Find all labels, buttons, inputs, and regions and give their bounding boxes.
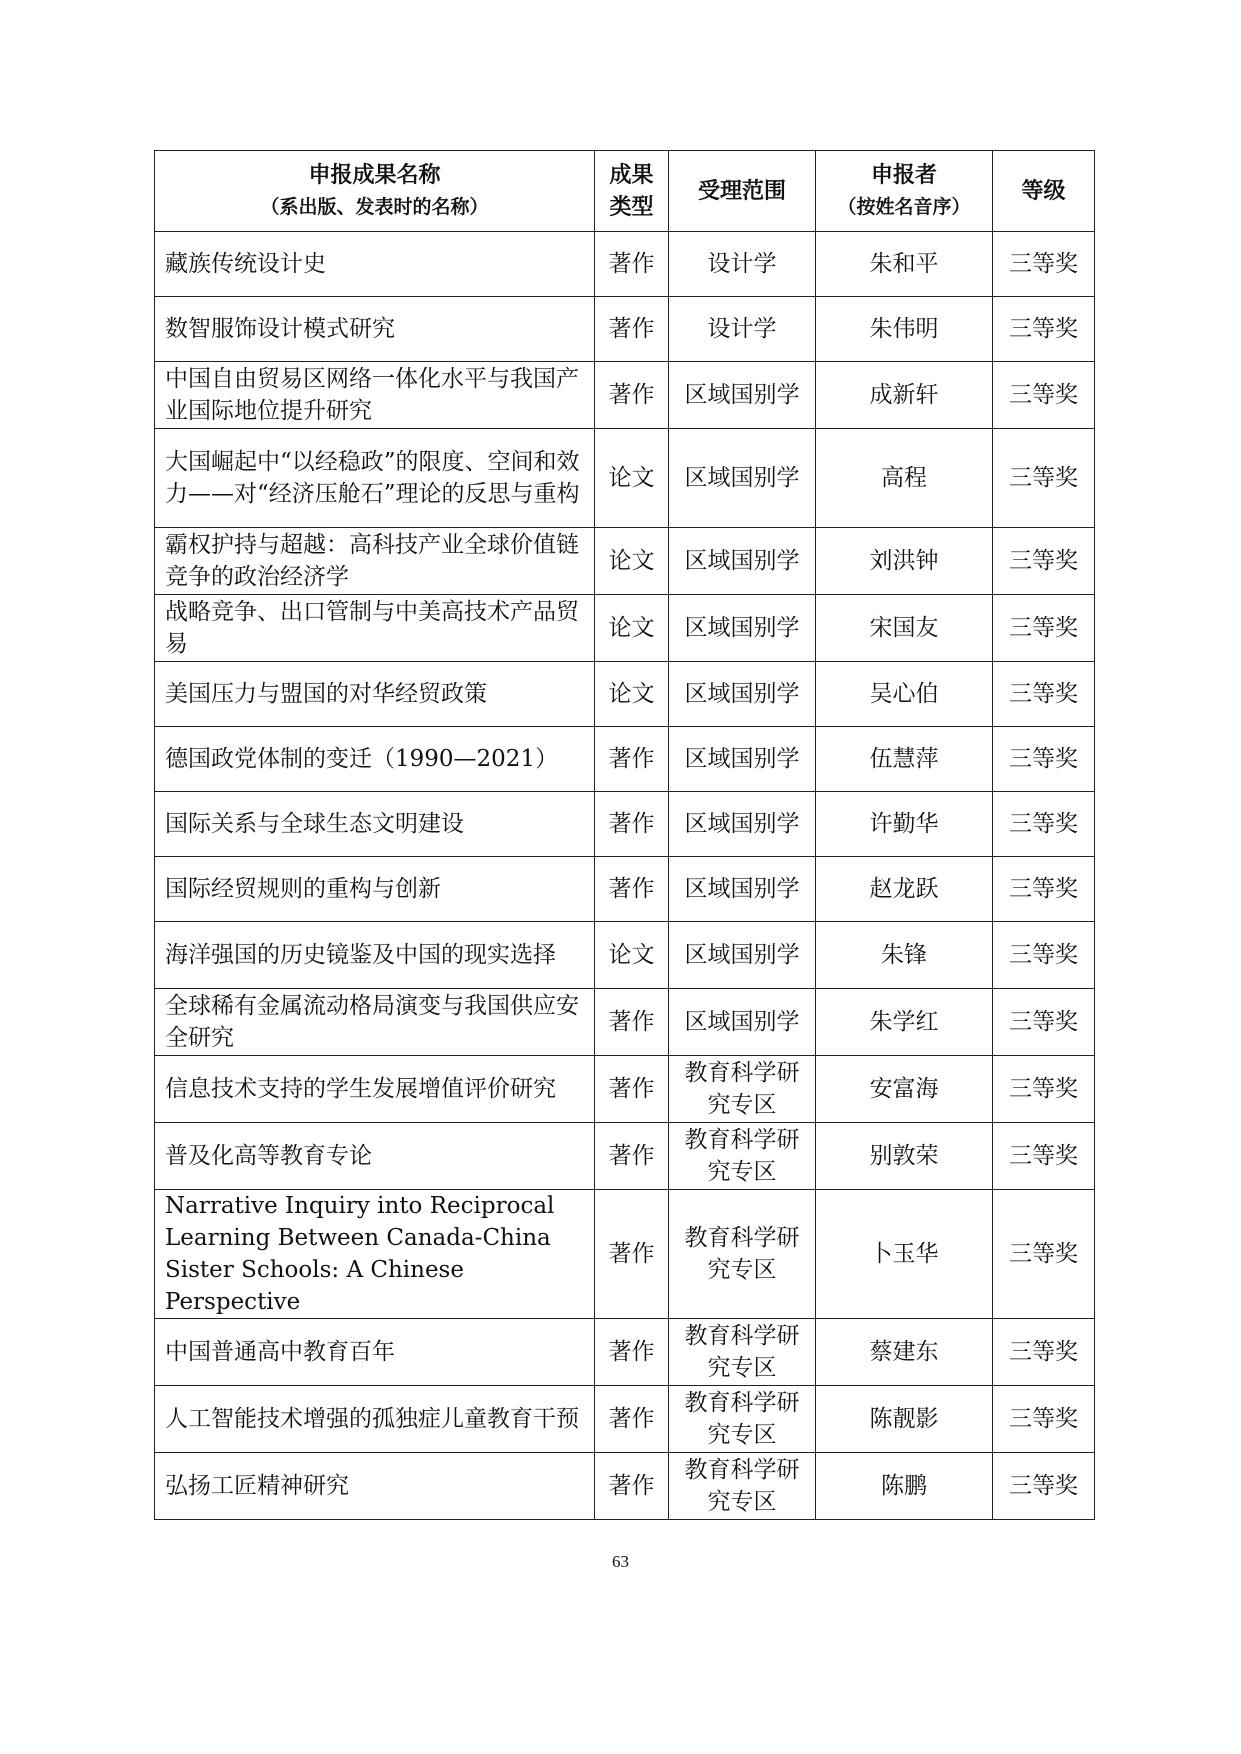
cell-scope: 区域国别学 (669, 362, 816, 429)
table-row (155, 429, 1095, 528)
cell-scope: 教育科学研究专区 (669, 1123, 816, 1190)
cell-scope: 区域国别学 (669, 595, 816, 662)
cell-scope: 教育科学研究专区 (669, 1190, 816, 1319)
table-row (155, 989, 1095, 1056)
cell-scope: 设计学 (669, 297, 816, 362)
cell-scope: 区域国别学 (669, 662, 816, 727)
cell-title: 霸权护持与超越：高科技产业全球价值链竞争的政治经济学 (155, 528, 595, 595)
cell-title: 藏族传统设计史 (155, 232, 595, 297)
cell-scope: 区域国别学 (669, 857, 816, 922)
cell-title: 国际经贸规则的重构与创新 (155, 857, 595, 922)
cell-type: 著作 (595, 1190, 669, 1319)
cell-title: 普及化高等教育专论 (155, 1123, 595, 1190)
table-row (155, 1123, 1095, 1190)
cell-title: 数智服饰设计模式研究 (155, 297, 595, 362)
header-scope: 受理范围 (669, 151, 816, 232)
table-row (155, 1453, 1095, 1520)
cell-applicant: 朱学红 (816, 989, 993, 1056)
cell-applicant: 宋国友 (816, 595, 993, 662)
cell-grade: 三等奖 (993, 1056, 1095, 1123)
cell-title: 全球稀有金属流动格局演变与我国供应安全研究 (155, 989, 595, 1056)
table-row (155, 232, 1095, 297)
header-applicant-sub: （按姓名音序） (837, 196, 971, 218)
page-number: 63 (612, 1552, 629, 1571)
cell-scope: 区域国别学 (669, 429, 816, 528)
cell-applicant: 蔡建东 (816, 1319, 993, 1386)
table-row (155, 362, 1095, 429)
cell-grade: 三等奖 (993, 297, 1095, 362)
cell-applicant: 卜玉华 (816, 1190, 993, 1319)
cell-applicant: 赵龙跃 (816, 857, 993, 922)
cell-grade: 三等奖 (993, 989, 1095, 1056)
cell-type: 著作 (595, 1386, 669, 1453)
cell-grade: 三等奖 (993, 528, 1095, 595)
table-row (155, 1319, 1095, 1386)
cell-scope: 区域国别学 (669, 727, 816, 792)
cell-applicant: 伍慧萍 (816, 727, 993, 792)
cell-applicant: 许勤华 (816, 792, 993, 857)
cell-grade: 三等奖 (993, 662, 1095, 727)
cell-type: 著作 (595, 989, 669, 1056)
header-title-sub: （系出版、发表时的名称） (260, 196, 489, 218)
cell-type: 论文 (595, 922, 669, 989)
cell-title: 弘扬工匠精神研究 (155, 1453, 595, 1520)
cell-scope: 设计学 (669, 232, 816, 297)
table-row (155, 857, 1095, 922)
table-row (155, 297, 1095, 362)
cell-grade: 三等奖 (993, 727, 1095, 792)
cell-applicant: 刘洪钟 (816, 528, 993, 595)
cell-scope: 区域国别学 (669, 922, 816, 989)
cell-title: 战略竞争、出口管制与中美高技术产品贸易 (155, 595, 595, 662)
header-grade: 等级 (993, 151, 1095, 232)
cell-applicant: 成新轩 (816, 362, 993, 429)
cell-title: 美国压力与盟国的对华经贸政策 (155, 662, 595, 727)
table-row (155, 595, 1095, 662)
cell-grade: 三等奖 (993, 1453, 1095, 1520)
cell-grade: 三等奖 (993, 362, 1095, 429)
header-title-main: 申报成果名称 (308, 162, 441, 188)
cell-type: 论文 (595, 528, 669, 595)
table-header-row (155, 151, 1095, 232)
cell-scope: 教育科学研究专区 (669, 1453, 816, 1520)
cell-title: 海洋强国的历史镜鉴及中国的现实选择 (155, 922, 595, 989)
header-type: 成果类型 (595, 151, 669, 232)
awards-table (154, 150, 1095, 1520)
cell-type: 论文 (595, 595, 669, 662)
cell-title: 大国崛起中“以经稳政”的限度、空间和效力——对“经济压舱石”理论的反思与重构 (155, 429, 595, 528)
cell-type: 著作 (595, 1319, 669, 1386)
cell-type: 著作 (595, 1123, 669, 1190)
cell-type: 论文 (595, 662, 669, 727)
cell-grade: 三等奖 (993, 792, 1095, 857)
header-applicant-main: 申报者 (870, 162, 937, 188)
table-row (155, 922, 1095, 989)
cell-title: Narrative Inquiry into Reciprocal Learning Between Canada-China Sister Schools: A Chinese Perspective (155, 1190, 595, 1319)
table-row (155, 792, 1095, 857)
cell-grade: 三等奖 (993, 1123, 1095, 1190)
cell-title: 中国普通高中教育百年 (155, 1319, 595, 1386)
cell-scope: 区域国别学 (669, 989, 816, 1056)
cell-type: 论文 (595, 429, 669, 528)
header-title (155, 151, 595, 232)
cell-type: 著作 (595, 727, 669, 792)
cell-type: 著作 (595, 857, 669, 922)
cell-applicant: 朱伟明 (816, 297, 993, 362)
table-row (155, 1386, 1095, 1453)
cell-scope: 区域国别学 (669, 792, 816, 857)
table-row (155, 662, 1095, 727)
cell-grade: 三等奖 (993, 857, 1095, 922)
cell-title: 国际关系与全球生态文明建设 (155, 792, 595, 857)
cell-applicant: 陈靓影 (816, 1386, 993, 1453)
cell-applicant: 安富海 (816, 1056, 993, 1123)
cell-type: 著作 (595, 792, 669, 857)
cell-type: 著作 (595, 297, 669, 362)
cell-title: 德国政党体制的变迁（1990—2021） (155, 727, 595, 792)
table-body (155, 232, 1095, 1520)
cell-title: 信息技术支持的学生发展增值评价研究 (155, 1056, 595, 1123)
cell-title: 中国自由贸易区网络一体化水平与我国产业国际地位提升研究 (155, 362, 595, 429)
cell-grade: 三等奖 (993, 595, 1095, 662)
cell-applicant: 高程 (816, 429, 993, 528)
table-row (155, 528, 1095, 595)
cell-applicant: 陈鹏 (816, 1453, 993, 1520)
cell-grade: 三等奖 (993, 1386, 1095, 1453)
cell-grade: 三等奖 (993, 429, 1095, 528)
cell-applicant: 别敦荣 (816, 1123, 993, 1190)
cell-type: 著作 (595, 362, 669, 429)
cell-grade: 三等奖 (993, 1190, 1095, 1319)
table-row (155, 1056, 1095, 1123)
cell-applicant: 吴心伯 (816, 662, 993, 727)
cell-scope: 教育科学研究专区 (669, 1056, 816, 1123)
cell-applicant: 朱和平 (816, 232, 993, 297)
cell-scope: 教育科学研究专区 (669, 1319, 816, 1386)
cell-grade: 三等奖 (993, 232, 1095, 297)
cell-grade: 三等奖 (993, 1319, 1095, 1386)
cell-type: 著作 (595, 232, 669, 297)
cell-grade: 三等奖 (993, 922, 1095, 989)
header-applicant (816, 151, 993, 232)
cell-scope: 区域国别学 (669, 528, 816, 595)
cell-applicant: 朱锋 (816, 922, 993, 989)
cell-scope: 教育科学研究专区 (669, 1386, 816, 1453)
cell-type: 著作 (595, 1056, 669, 1123)
table-row (155, 1190, 1095, 1319)
table-row (155, 727, 1095, 792)
cell-title: 人工智能技术增强的孤独症儿童教育干预 (155, 1386, 595, 1453)
cell-type: 著作 (595, 1453, 669, 1520)
